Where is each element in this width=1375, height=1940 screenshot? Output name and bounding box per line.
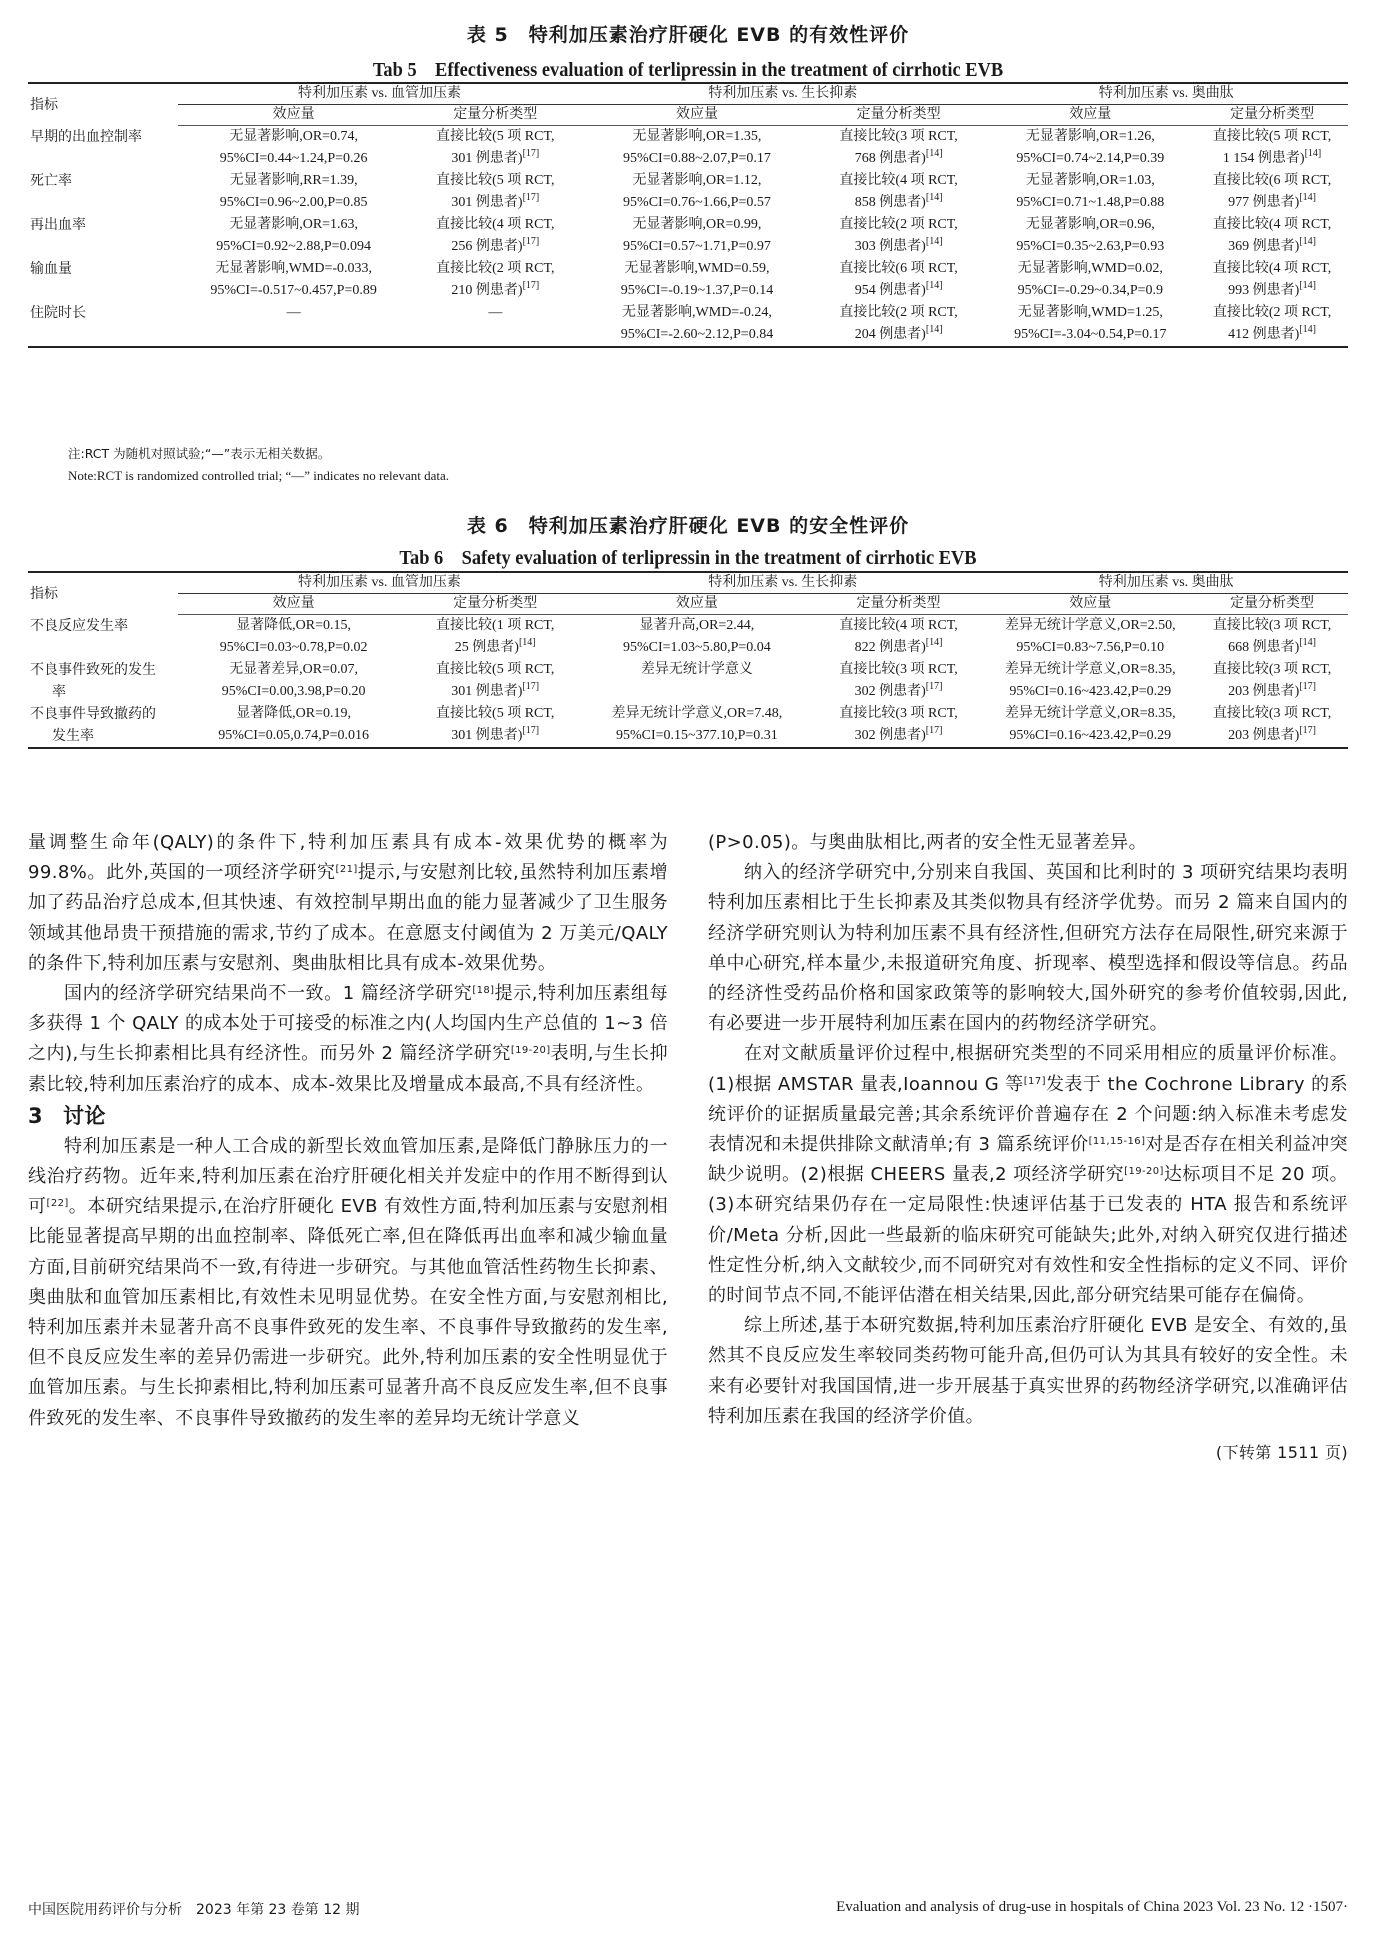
patient-count: 302 例患者) — [854, 728, 926, 743]
table5-note-en: Note:RCT is randomized controlled trial; “—” indicates no relevant data. — [68, 468, 449, 483]
analysis-type-cell — [813, 302, 985, 347]
analysis-type-cell — [409, 659, 581, 703]
analysis-type-cell — [813, 170, 985, 214]
body-paragraph — [708, 1039, 1348, 1311]
analysis-type-line: 直接比较(3 项 RCT, — [1212, 706, 1332, 721]
citation-ref: [17] — [1023, 1075, 1046, 1087]
effect-size-header: 效应量 — [984, 105, 1196, 126]
citation-ref: [17] — [925, 725, 943, 736]
indicator-cell — [28, 302, 178, 347]
patient-count: 993 例患者) — [1228, 283, 1300, 298]
patient-count: 977 例患者) — [1228, 195, 1300, 210]
patient-count — [494, 327, 498, 342]
effect-size-cell — [984, 615, 1196, 660]
effect-size-cell — [581, 659, 813, 703]
effect-size-line: 95%CI=0.76~1.66,P=0.57 — [623, 195, 771, 210]
analysis-type-cell — [1196, 659, 1348, 703]
analysis-type-line: 直接比较(2 项 RCT, — [839, 305, 958, 320]
effect-size-line: 差异无统计学意义,OR=8.35, — [1004, 662, 1176, 677]
effect-size-line: 无显著差异,OR=0.07, — [229, 662, 359, 677]
analysis-type-line — [409, 148, 581, 170]
indicator-line — [30, 637, 178, 659]
paragraph-text: 量调整生命年(QALY)的条件下,特利加压素具有成本-效果优势的概率为 99.8%。此外,英国的一项经济学研究 — [28, 832, 668, 884]
effect-size-cell — [984, 126, 1196, 171]
patient-count: 301 例患者) — [451, 151, 523, 166]
indicator-line: 死亡率 — [30, 173, 72, 189]
table-row — [28, 258, 1348, 302]
effect-size-cell — [178, 703, 410, 748]
analysis-type-cell — [1196, 258, 1348, 302]
analysis-type-line: 直接比较(2 项 RCT, — [1212, 305, 1332, 320]
patient-count: 822 例患者) — [854, 640, 926, 655]
analysis-type-cell — [813, 258, 985, 302]
indicator-line — [30, 324, 178, 346]
analysis-type-line: 直接比较(4 项 RCT, — [1212, 261, 1332, 276]
body-paragraph — [28, 979, 668, 1100]
analysis-type-line — [813, 324, 985, 346]
effect-size-line: 95%CI=0.16~423.42,P=0.29 — [1009, 728, 1172, 743]
effect-size-cell — [581, 214, 813, 258]
effect-size-line: 95%CI=0.96~2.00,P=0.85 — [219, 195, 368, 210]
analysis-type-line — [1196, 148, 1348, 170]
table-row — [28, 703, 1348, 748]
analysis-type-cell — [1196, 703, 1348, 748]
citation-ref: [14] — [925, 324, 943, 335]
effect-size-line: 95%CI=0.00,3.98,P=0.20 — [221, 684, 366, 699]
citation-ref: [14] — [1304, 148, 1322, 159]
indicator-header: 指标 — [28, 83, 178, 126]
citation-ref: [14] — [925, 192, 943, 203]
effect-size-cell — [178, 126, 410, 171]
comparison-group-header: 特利加压素 vs. 奥曲肽 — [984, 83, 1348, 105]
effect-size-line: 无显著影响,OR=0.74, — [229, 129, 359, 144]
comparison-group-header: 特利加压素 vs. 奥曲肽 — [984, 572, 1348, 594]
paragraph-text: 发表于 the Cochrone Library 的系统评价的证据质量最完善;其余系统评价普遍存在 2 个问题:纳入标准未考虑发表情况和未提供排除文献清单;有 3 篇系统评价 — [708, 1073, 1348, 1156]
indicator-cell — [28, 659, 178, 703]
indicator-cell — [28, 703, 178, 748]
analysis-type-cell — [813, 126, 985, 171]
analysis-type-line: 直接比较(4 项 RCT, — [1212, 217, 1332, 232]
table-row — [28, 214, 1348, 258]
effect-size-line: 显著降低,OR=0.19, — [236, 706, 352, 721]
citation-ref: [11,15-16] — [1088, 1136, 1146, 1148]
analysis-type-cell — [409, 302, 581, 347]
indicator-header: 指标 — [28, 572, 178, 615]
analysis-type-line: 直接比较(5 项 RCT, — [1212, 129, 1332, 144]
patient-count: 301 例患者) — [451, 684, 523, 699]
analysis-type-line — [409, 637, 581, 659]
analysis-type-line — [1196, 725, 1348, 747]
analysis-type-header: 定量分析类型 — [1196, 594, 1348, 615]
patient-count: 256 例患者) — [451, 239, 523, 254]
effect-size-line: 95%CI=0.57~1.71,P=0.97 — [623, 239, 771, 254]
patient-count: 954 例患者) — [854, 283, 926, 298]
analysis-type-cell — [409, 126, 581, 171]
analysis-type-line — [1196, 681, 1348, 703]
analysis-type-line: 直接比较(3 项 RCT, — [1212, 618, 1332, 633]
body-column-right — [708, 828, 1348, 1468]
effect-size-line: 95%CI=-0.517~0.457,P=0.89 — [210, 283, 377, 298]
effect-size-line: 95%CI=-0.19~1.37,P=0.14 — [620, 283, 774, 298]
analysis-type-line — [813, 681, 985, 703]
paragraph-text: 。本研究结果提示,在治疗肝硬化 EVB 有效性方面,特利加压素与安慰剂相比能显著提高早期的出血控制率、降低死亡率,但在降低再出血率和减少输血量方面,目前研究结果尚不一致,有待进一步研究。与其他血管活性药物生长抑素、奥曲肽和血管加压素相比,有效性未见明显优势。在安全性方面,与安慰剂相比,特利加压素并未显著升高不良事件致死的发生率、不良事件导致撤药的发生率,但不良反应发生率的差异仍需进一步研究。此外,特利加压素的安全性明显优于血管加压素。与生长抑素相比,特利加压素可显著升高不良反应发生率,但不良事件致死的发生率、不良事件导致撤药的发生率的差异均无统计学意义 — [28, 1196, 668, 1429]
analysis-type-line — [813, 192, 985, 214]
citation-ref: [17] — [1299, 681, 1316, 692]
effect-size-cell — [178, 659, 410, 703]
body-paragraph — [708, 858, 1348, 1039]
citation-ref: [14] — [518, 637, 536, 648]
analysis-type-line — [813, 637, 985, 659]
analysis-type-cell — [1196, 214, 1348, 258]
table-row — [28, 659, 1348, 703]
effect-size-header: 效应量 — [178, 594, 410, 615]
analysis-type-line — [409, 236, 581, 258]
table-row — [28, 615, 1348, 660]
effect-size-line: 差异无统计学意义,OR=7.48, — [611, 706, 783, 721]
table-row — [28, 302, 1348, 347]
table5-caption-zh: 表 5 特利加压素治疗肝硬化 EVB 的有效性评价 — [466, 24, 910, 46]
analysis-type-line — [1196, 192, 1348, 214]
analysis-type-line: 直接比较(1 项 RCT, — [436, 618, 555, 633]
citation-ref: [14] — [925, 148, 943, 159]
effect-size-line: 95%CI=0.16~423.42,P=0.29 — [1009, 684, 1172, 699]
effect-size-line: 无显著影响,OR=1.26, — [1025, 129, 1155, 144]
indicator-line: 不良事件致死的发生 — [30, 662, 156, 678]
paragraph-text: 提示,特利加压素组每多获得 1 个 QALY 的成本处于可接受的标准之内(人均国内生产总值的 1~3 倍之内),与生长抑素相比具有经济性。而另外 2 篇经济学研究 — [28, 983, 668, 1065]
analysis-type-header: 定量分析类型 — [1196, 105, 1348, 126]
indicator-cell — [28, 170, 178, 214]
effect-size-line: 无显著影响,OR=1.63, — [229, 217, 359, 232]
analysis-type-line — [409, 280, 581, 302]
indicator-line: 早期的出血控制率 — [30, 128, 142, 145]
indicator-cell — [28, 214, 178, 258]
analysis-type-line: 直接比较(5 项 RCT, — [436, 706, 555, 721]
effect-size-cell — [581, 302, 813, 347]
analysis-type-line: 直接比较(3 项 RCT, — [839, 662, 958, 677]
effect-size-header: 效应量 — [581, 105, 813, 126]
effect-size-line: 95%CI=-0.29~0.34,P=0.9 — [1017, 283, 1164, 298]
effect-size-line: 95%CI=0.35~2.63,P=0.93 — [1016, 239, 1165, 254]
section-title: 讨论 — [63, 1103, 106, 1128]
indicator-line: 不良反应发生率 — [30, 617, 128, 634]
patient-count: 668 例患者) — [1228, 640, 1300, 655]
analysis-type-line: 直接比较(3 项 RCT, — [839, 706, 958, 721]
effect-size-line: 无显著影响,WMD=0.02, — [1017, 261, 1163, 276]
analysis-type-header: 定量分析类型 — [409, 105, 581, 126]
analysis-type-line — [1196, 236, 1348, 258]
effect-size-line: 95%CI=0.03~0.78,P=0.02 — [219, 640, 368, 655]
effect-size-header: 效应量 — [581, 594, 813, 615]
effect-size-cell — [178, 615, 410, 660]
table5-note-zh: 注:RCT 为随机对照试验;“—”表示无相关数据。 — [68, 446, 331, 461]
indicator-line: 发生率 — [52, 728, 94, 744]
paragraph-text: 国内的经济学研究结果尚不一致。1 篇经济学研究 — [64, 983, 473, 1005]
patient-count: 204 例患者) — [854, 327, 926, 342]
analysis-type-line — [1196, 637, 1348, 659]
continued-on-page: (下转第 1511 页) — [1215, 1443, 1348, 1463]
analysis-type-cell — [813, 615, 985, 660]
analysis-type-line — [813, 148, 985, 170]
effect-size-line — [178, 324, 410, 346]
citation-ref: [19-20] — [510, 1045, 551, 1057]
analysis-type-line — [1196, 280, 1348, 302]
effect-size-header: 效应量 — [984, 594, 1196, 615]
section-heading — [28, 1100, 668, 1132]
effect-size-line: 无显著影响,OR=1.03, — [1025, 173, 1155, 188]
analysis-type-cell — [1196, 170, 1348, 214]
effect-size-line — [581, 681, 813, 703]
indicator-line: 再出血率 — [30, 217, 86, 233]
analysis-type-cell — [1196, 126, 1348, 171]
citation-ref: [14] — [1299, 637, 1316, 648]
comparison-group-header: 特利加压素 vs. 生长抑素 — [581, 83, 984, 105]
analysis-type-line: 直接比较(5 项 RCT, — [436, 173, 555, 188]
footer-journal-zh: 中国医院用药评价与分析 2023 年第 23 卷第 12 期 — [28, 1902, 360, 1918]
analysis-type-cell — [813, 214, 985, 258]
effect-size-cell — [581, 170, 813, 214]
effect-size-line: 无显著影响,WMD=-0.24, — [622, 305, 772, 320]
effect-size-cell — [178, 258, 410, 302]
effect-size-line: 95%CI=0.71~1.48,P=0.88 — [1016, 195, 1165, 210]
patient-count: 210 例患者) — [451, 283, 523, 298]
effect-size-line: 差异无统计学意义,OR=2.50, — [1004, 618, 1176, 633]
analysis-type-line — [813, 725, 985, 747]
indicator-line: 输血量 — [30, 261, 72, 277]
paragraph-text: 达标项目不足 20 项。(3)本研究结果仍存在一定局限性:快速评估基于已发表的 HTA 报告和系统评价/Meta 分析,因此一些最新的临床研究可能缺失;此外,对纳入研究仅进行描述性定性分析,纳入文献较少,而不同研究对有效性和安全性指标的定义不同、评价的时间节点不同,不能评估潜在相关结果,因此,部分研究结果可能存在偏倚。 — [708, 1164, 1348, 1307]
citation-ref: [14] — [1299, 324, 1316, 335]
effect-size-cell — [984, 214, 1196, 258]
citation-ref: [19-20] — [1124, 1166, 1164, 1178]
body-paragraph — [708, 1311, 1348, 1432]
effect-size-line: 无显著影响,OR=0.99, — [632, 217, 762, 232]
citation-ref: [17] — [522, 280, 540, 291]
patient-count: 768 例患者) — [854, 151, 926, 166]
effect-size-line: 95%CI=0.15~377.10,P=0.31 — [615, 728, 778, 743]
indicator-cell — [28, 615, 178, 660]
analysis-type-line: 直接比较(2 项 RCT, — [839, 217, 958, 232]
effect-size-cell — [581, 126, 813, 171]
effect-size-line: 无显著影响,WMD=0.59, — [624, 261, 770, 276]
effect-size-line: 95%CI=-3.04~0.54,P=0.17 — [1014, 327, 1167, 342]
analysis-type-line: 直接比较(5 项 RCT, — [436, 662, 555, 677]
effect-size-cell — [984, 659, 1196, 703]
effect-size-line: 95%CI=0.83~7.56,P=0.10 — [1016, 640, 1165, 655]
citation-ref: [17] — [925, 681, 943, 692]
analysis-type-line — [813, 280, 985, 302]
paragraph-text: 对是否存在相关利益冲突缺少说明。(2)根据 CHEERS 量表,2 项经济学研究 — [708, 1134, 1348, 1186]
patient-count: 203 例患者) — [1228, 728, 1300, 743]
paragraph-text: (P>0.05)。与奥曲肽相比,两者的安全性无显著差异。 — [708, 832, 1147, 853]
effect-size-line: 差异无统计学意义 — [640, 662, 753, 677]
indicator-line — [30, 280, 178, 302]
analysis-type-header: 定量分析类型 — [813, 105, 985, 126]
body-paragraph — [28, 1132, 668, 1434]
analysis-type-line: 直接比较(5 项 RCT, — [436, 129, 555, 144]
analysis-type-header: 定量分析类型 — [409, 594, 581, 615]
effect-size-line: 无显著影响,RR=1.39, — [229, 173, 358, 188]
patient-count: 301 例患者) — [451, 195, 523, 210]
effect-size-line: 无显著影响,OR=1.12, — [632, 173, 762, 188]
patient-count: 301 例患者) — [451, 728, 523, 743]
patient-count: 1 154 例患者) — [1222, 151, 1305, 166]
table-row — [28, 170, 1348, 214]
body-paragraph — [708, 828, 1348, 858]
effect-size-line: 95%CI=0.05,0.74,P=0.016 — [218, 728, 369, 743]
effect-size-cell — [581, 703, 813, 748]
effect-size-cell — [178, 170, 410, 214]
analysis-type-cell — [409, 214, 581, 258]
indicator-line: 率 — [52, 684, 66, 700]
analysis-type-line — [409, 725, 581, 747]
analysis-type-line: 直接比较(2 项 RCT, — [436, 261, 555, 276]
effect-size-line: 95%CI=1.03~5.80,P=0.04 — [622, 640, 771, 655]
indicator-line — [30, 236, 178, 258]
paragraph-text: 在对文献质量评价过程中,根据研究类型的不同采用相应的质量评价标准。(1)根据 AMSTAR 量表,Ioannou G 等 — [708, 1043, 1348, 1095]
indicator-line: 不良事件导致撤药的 — [30, 706, 156, 722]
analysis-type-cell — [409, 258, 581, 302]
indicator-line — [30, 192, 178, 214]
effect-size-line: 95%CI=0.74~2.14,P=0.39 — [1016, 151, 1165, 166]
citation-ref: [14] — [925, 637, 943, 648]
analysis-type-cell — [813, 659, 985, 703]
analysis-type-cell — [1196, 615, 1348, 660]
analysis-type-cell — [409, 703, 581, 748]
patient-count: 412 例患者) — [1228, 327, 1300, 342]
analysis-type-header: 定量分析类型 — [813, 594, 985, 615]
analysis-type-cell — [813, 703, 985, 748]
analysis-type-line: 直接比较(4 项 RCT, — [839, 618, 958, 633]
analysis-type-line: — — [488, 305, 503, 320]
safety-table — [28, 571, 1348, 749]
analysis-type-line: 直接比较(3 项 RCT, — [839, 129, 958, 144]
analysis-type-line — [409, 681, 581, 703]
effect-size-cell — [984, 703, 1196, 748]
effect-size-cell — [581, 258, 813, 302]
analysis-type-line: 直接比较(4 项 RCT, — [436, 217, 555, 232]
table5-caption-en: Tab 5 Effectiveness evaluation of terlipressin in the treatment of cirrhotic EVB — [372, 59, 1004, 81]
patient-count: 369 例患者) — [1228, 239, 1300, 254]
citation-ref: [17] — [522, 236, 540, 247]
citation-ref: [14] — [925, 280, 943, 291]
body-paragraph — [28, 828, 668, 979]
section-number: 3 — [28, 1103, 44, 1128]
citation-ref: [14] — [1299, 280, 1316, 291]
effect-size-cell — [984, 170, 1196, 214]
citation-ref: [14] — [1299, 236, 1316, 247]
paragraph-text: 提示,与安慰剂比较,虽然特利加压素增加了药品治疗总成本,但其快速、有效控制早期出血的能力显著减少了卫生服务领域其他昂贵干预措施的需求,节约了成本。在意愿支付阈值为 2 万美元/QALY 的条件下,特利加压素与安慰剂、奥曲肽相比具有成本-效果优势。 — [28, 862, 668, 974]
analysis-type-line — [1196, 324, 1348, 346]
patient-count: 203 例患者) — [1228, 684, 1300, 699]
citation-ref: [17] — [522, 192, 540, 203]
paragraph-text: 综上所述,基于本研究数据,特利加压素治疗肝硬化 EVB 是安全、有效的,虽然其不良反应发生率较同类药物可能升高,但仍可认为其具有较好的安全性。未来有必要针对我国国情,进一步开展基于真实世界的药物经济学研究,以准确评估特利加压素在我国的经济学价值。 — [708, 1315, 1348, 1427]
effect-size-line: 显著降低,OR=0.15, — [236, 618, 352, 633]
effect-size-cell — [178, 214, 410, 258]
effect-size-line: 95%CI=0.88~2.07,P=0.17 — [623, 151, 771, 166]
effect-size-cell — [581, 615, 813, 660]
effect-size-line: 无显著影响,OR=0.96, — [1025, 217, 1155, 232]
effect-size-line: 无显著影响,WMD=-0.033, — [215, 261, 373, 276]
effect-size-line: 无显著影响,OR=1.35, — [632, 129, 762, 144]
citation-ref: [14] — [1299, 192, 1316, 203]
table6-caption-en: Tab 6 Safety evaluation of terlipressin in the treatment of cirrhotic EVB — [399, 547, 977, 569]
table-row — [28, 126, 1348, 171]
paragraph-text: 纳入的经济学研究中,分别来自我国、英国和比利时的 3 项研究结果均表明特利加压素相比于生长抑素及其类似物具有经济学优势。而另 2 篇来自国内的经济学研究则认为特利加压素不具有经济性,但研究方法存在局限性,研究来源于单中心研究,样本量少,未报道研究角度、折现率、模型选择和假设等信息。药品的经济性受药品价格和国家政策等的影响较大,国外研究的参考价值较弱,因此,有必要进一步开展特利加压素在国内的药物经济学研究。 — [708, 862, 1348, 1035]
indicator-cell — [28, 126, 178, 171]
effect-size-line: 显著升高,OR=2.44, — [639, 618, 755, 633]
citation-ref: [17] — [1299, 725, 1316, 736]
effect-size-cell — [178, 302, 410, 347]
effect-size-line: 差异无统计学意义,OR=8.35, — [1004, 706, 1176, 721]
citation-ref: [17] — [522, 148, 540, 159]
analysis-type-cell — [1196, 302, 1348, 347]
citation-ref: [22] — [46, 1198, 69, 1210]
citation-ref: [18] — [472, 985, 495, 997]
effect-size-header: 效应量 — [178, 105, 410, 126]
analysis-type-line: 直接比较(3 项 RCT, — [1212, 662, 1332, 677]
paragraph-text: 特利加压素是一种人工合成的新型长效血管加压素,是降低门静脉压力的一线治疗药物。近年来,特利加压素在治疗肝硬化相关并发症中的作用不断得到认可 — [28, 1135, 668, 1218]
effectiveness-table — [28, 82, 1348, 348]
analysis-type-line — [813, 236, 985, 258]
analysis-type-cell — [409, 170, 581, 214]
effect-size-line: 95%CI=0.92~2.88,P=0.094 — [216, 239, 372, 254]
footer-journal-en: Evaluation and analysis of drug-use in hospitals of China 2023 Vol. 23 No. 12 ·1507· — [836, 1899, 1348, 1915]
patient-count: 302 例患者) — [854, 684, 926, 699]
effect-size-line: 95%CI=0.44~1.24,P=0.26 — [219, 151, 368, 166]
citation-ref: [17] — [522, 681, 540, 692]
indicator-line: 住院时长 — [30, 305, 86, 321]
comparison-group-header: 特利加压素 vs. 生长抑素 — [581, 572, 984, 594]
citation-ref: [14] — [925, 236, 943, 247]
patient-count: 25 例患者) — [454, 640, 519, 655]
analysis-type-line: 直接比较(4 项 RCT, — [839, 173, 958, 188]
body-column-left — [28, 828, 668, 1434]
effect-size-cell — [984, 258, 1196, 302]
effect-size-cell — [984, 302, 1196, 347]
analysis-type-line — [409, 192, 581, 214]
effect-size-line: 无显著影响,WMD=1.25, — [1017, 305, 1163, 320]
table6-caption-zh: 表 6 特利加压素治疗肝硬化 EVB 的安全性评价 — [466, 515, 910, 537]
analysis-type-line — [409, 324, 581, 346]
citation-ref: [21] — [335, 864, 358, 876]
effect-size-line: 95%CI=-2.60~2.12,P=0.84 — [620, 327, 774, 342]
effect-size-line: — — [286, 305, 301, 320]
patient-count: 303 例患者) — [854, 239, 926, 254]
analysis-type-line: 直接比较(6 项 RCT, — [1212, 173, 1332, 188]
citation-ref: [17] — [522, 725, 540, 736]
paragraph-text: 表明,与生长抑素比较,特利加压素治疗的成本、成本-效果比及增量成本最高,不具有经济性。 — [28, 1043, 668, 1095]
patient-count: 858 例患者) — [854, 195, 926, 210]
analysis-type-cell — [409, 615, 581, 660]
indicator-line — [30, 148, 178, 170]
indicator-cell — [28, 258, 178, 302]
comparison-group-header: 特利加压素 vs. 血管加压素 — [178, 83, 581, 105]
comparison-group-header: 特利加压素 vs. 血管加压素 — [178, 572, 581, 594]
analysis-type-line: 直接比较(6 项 RCT, — [839, 261, 958, 276]
